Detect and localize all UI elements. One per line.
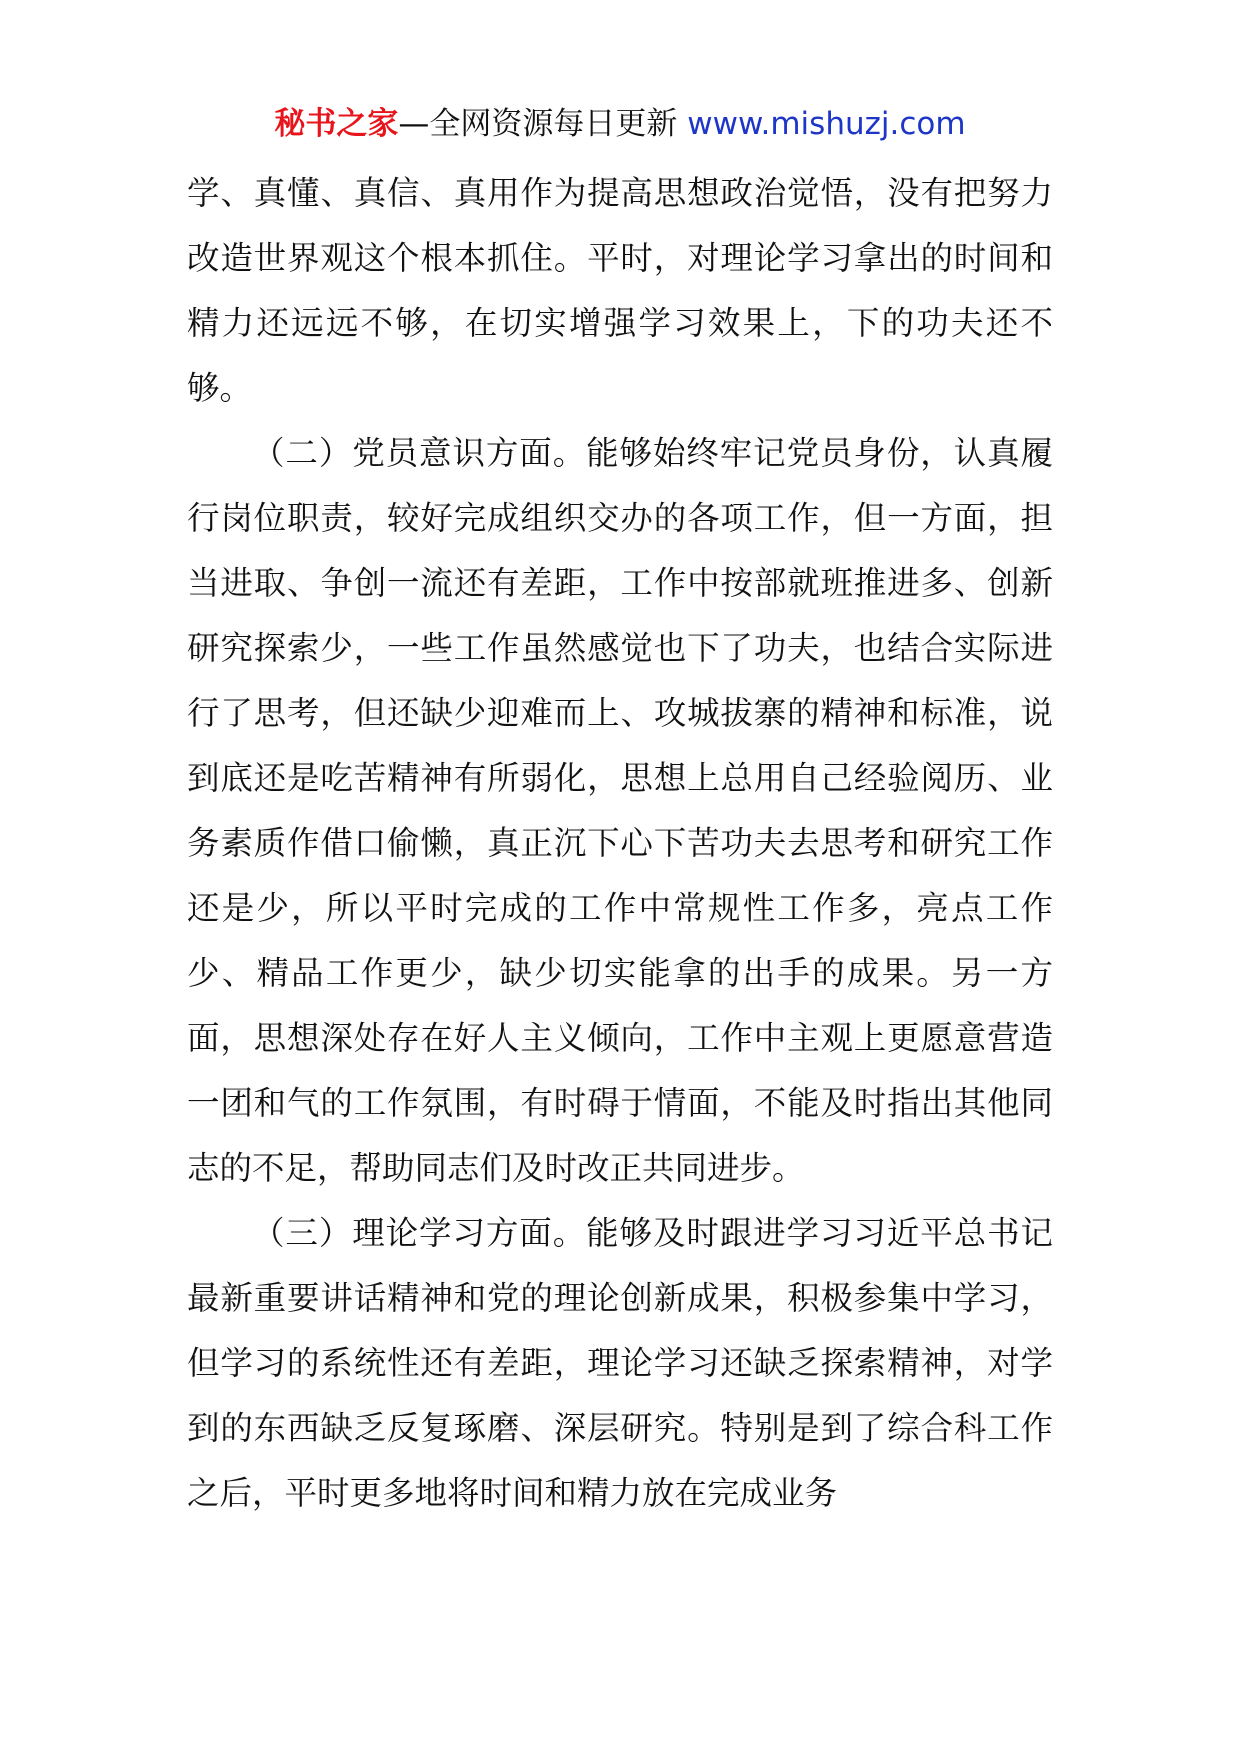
site-watermark-header [0,98,1240,150]
document-body [187,161,1053,1526]
brand-slogan: —全网资源每日更新 [398,106,688,142]
paragraph-theory-study: （三）理论学习方面。能够及时跟进学习习近平总书记最新重要讲话精神和党的理论创新成果，积极参集中学习，但学习的系统性还有差距，理论学习还缺乏探索精神，对学到的东西缺乏反复琢磨、深层研究。特别是到了综合科工作之后，平时更多地将时间和精力放在完成业务 [187,1214,1053,1512]
site-url: www.mishuzj.com [687,106,966,142]
paragraph-party-awareness: （二）党员意识方面。能够始终牢记党员身份，认真履行岗位职责，较好完成组织交办的各项工作，但一方面，担当进取、争创一流还有差距，工作中按部就班推进多、创新研究探索少，一些工作虽然感觉也下了功夫，也结合实际进行了思考，但还缺少迎难而上、攻城拔寨的精神和标准，说到底还是吃苦精神有所弱化，思想上总用自己经验阅历、业务素质作借口偷懒，真正沉下心下苦功夫去思考和研究工作还是少，所以平时完成的工作中常规性工作多，亮点工作少、精品工作更少，缺少切实能拿的出手的成果。另一方面，思想深处存在好人主义倾向，工作中主观上更愿意营造一团和气的工作氛围，有时碍于情面，不能及时指出其他同志的不足，帮助同志们及时改正共同进步。 [187,434,1053,1187]
brand-name: 秘书之家 [274,106,399,142]
paragraph-continuation: 学、真懂、真信、真用作为提高思想政治觉悟，没有把努力改造世界观这个根本抓住。平时，对理论学习拿出的时间和精力还远远不够，在切实增强学习效果上，下的功夫还不够。 [187,174,1053,407]
